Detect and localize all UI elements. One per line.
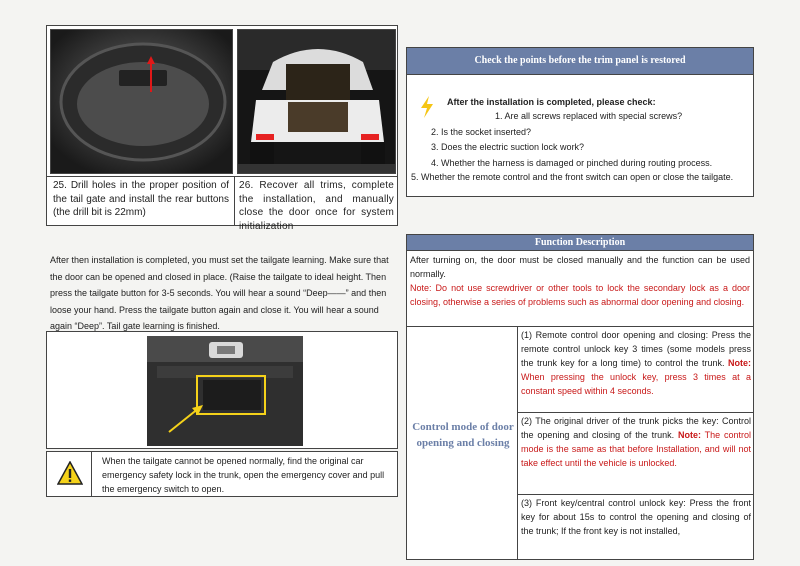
function-box (406, 234, 754, 560)
learning-paragraph: After then installation is completed, you must set the tailgate learning. Make sure that the door can be opened and closed in place. (Raise the tailgate to ideal height. Then press the tailgate button for 3-5 seconds. You will hear a sound “Deep——” and then loose your hand. Press the tailgate button again and close it. You will hear a sound again “Deep”. Tail gate learning is finished. (50, 255, 389, 331)
lightning-icon (419, 96, 435, 118)
check-box (406, 47, 754, 197)
check-header: Check the points before the trim panel is restored (407, 48, 753, 74)
check-item-3: 3. Does the electric suction lock work? (431, 142, 585, 152)
check-item-4: 4. Whether the harness is damaged or pinched during routing process. (431, 158, 713, 168)
mode-1: (1) Remote control door opening and closing: Press the remote control unlock key 3 times (some models press the trunk key for a long time) to control the trunk. Note: When pressing the unlock key, press 3 times at a constant speed within 4 seconds. (521, 330, 751, 396)
emergency-warning-box (46, 451, 398, 497)
car-trunk-photo (237, 29, 396, 174)
drilling-photo (50, 29, 233, 174)
check-lead: After the installation is completed, please check: (447, 97, 656, 107)
tailgate-button-figure (46, 331, 398, 449)
function-intro-note: Note: Do not use screwdriver or other tools to lock the secondary lock as a door closing, otherwise a series of problems such as abnormal door opening and closing. (410, 283, 750, 307)
check-item-5: 5. Whether the remote control and the front switch can open or close the tailgate. (411, 172, 734, 182)
control-mode-label: Control mode of door opening and closing (412, 421, 514, 449)
step-25-caption: 25. Drill holes in the proper position of the tail gate and install the rear buttons (the drill bit is 22mm) (53, 180, 229, 218)
check-item-2: 2. Is the socket inserted? (431, 127, 532, 137)
step-grid (46, 25, 398, 232)
step-26-caption: 26. Recover all trims, complete the installation, and manually close the door once for system initialization (239, 180, 394, 232)
mode-3: (3) Front key/central control unlock key: Press the front key for about 15s to control the opening and closing of the trunk; If the front key is not installed, (521, 498, 751, 536)
function-header: Function Description (407, 235, 753, 250)
function-intro: After turning on, the door must be closed manually and the function can be used normally. (410, 255, 750, 279)
check-item-1: 1. Are all screws replaced with special screws? (495, 111, 683, 121)
warning-text: When the tailgate cannot be opened normally, find the original car emergency safety lock in the trunk, open the emergency cover and pull the emergency switch to open. (102, 456, 385, 494)
mode-2: (2) The original driver of the trunk picks the key: Control the opening and closing of the trunk. Note: The control mode is the same as that before Installation, and will not take effect until the vehicle is unlocked. (521, 416, 751, 468)
warning-icon (57, 461, 83, 485)
